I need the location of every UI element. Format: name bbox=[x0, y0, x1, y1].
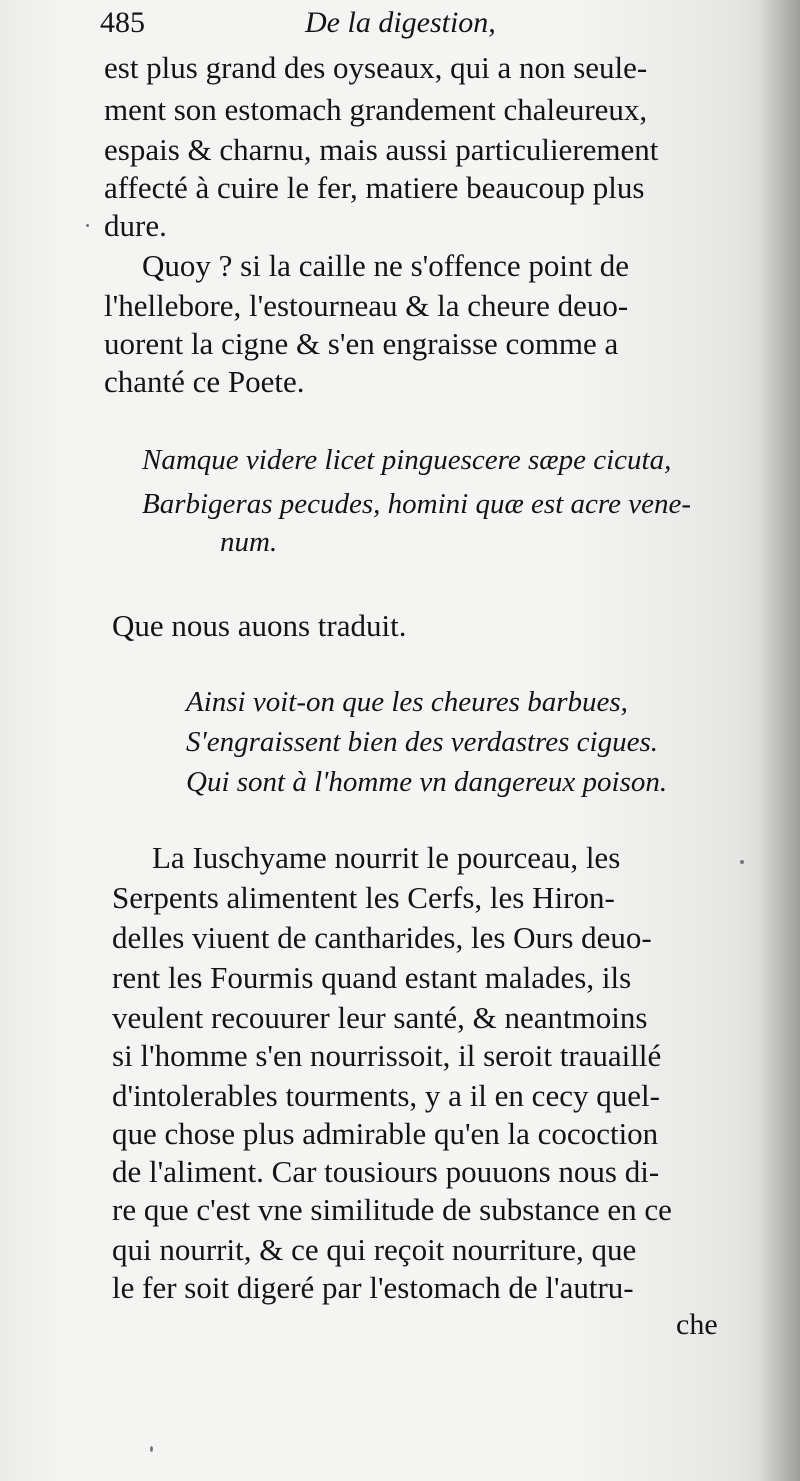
page-number: 485 bbox=[100, 6, 145, 39]
paragraph2-line: chanté ce Poete. bbox=[104, 364, 305, 399]
page-header bbox=[100, 4, 720, 44]
paragraph3-line: d'intolerables tourments, y a il en cecy quel- bbox=[112, 1078, 660, 1113]
latin-verse-line: Namque videre licet pinguescere sæpe cicuta, bbox=[142, 444, 672, 476]
paragraph3-line: de l'aliment. Car tousiours pouuons nous di- bbox=[112, 1154, 660, 1189]
paragraph3-line: que chose plus admirable qu'en la cocoction bbox=[112, 1116, 659, 1151]
paragraph2-line: l'hellebore, l'estourneau & la cheure deuo- bbox=[104, 288, 629, 323]
paragraph1-line: dure. bbox=[104, 208, 167, 243]
paragraph3-line: veulent recouurer leur santé, & neantmoins bbox=[112, 1000, 648, 1035]
running-head: De la digestion, bbox=[305, 6, 496, 39]
paragraph1-line: ment son estomach grandement chaleureux, bbox=[104, 92, 648, 127]
translation-intro: Que nous auons traduit. bbox=[112, 608, 407, 643]
catchword: che bbox=[676, 1308, 718, 1341]
paragraph3-line: si l'homme s'en nourrissoit, il seroit trauaillé bbox=[112, 1038, 662, 1073]
latin-verse-line: Barbigeras pecudes, homini quæ est acre vene- bbox=[142, 488, 691, 520]
paragraph3-line: Serpents alimentent les Cerfs, les Hiron- bbox=[112, 880, 615, 915]
paragraph3-line: re que c'est vne similitude de substance en ce bbox=[112, 1192, 672, 1227]
ink-speck bbox=[86, 224, 89, 227]
french-verse-line: Ainsi voit-on que les cheures barbues, bbox=[186, 686, 628, 718]
french-verse-line: Qui sont à l'homme vn dangereux poison. bbox=[186, 766, 668, 798]
paragraph3-line: qui nourrit, & ce qui reçoit nourriture, que bbox=[112, 1232, 637, 1267]
paragraph3-line: La Iuschyame nourrit le pourceau, les bbox=[152, 840, 621, 875]
paragraph2-line: uorent la cigne & s'en engraisse comme a bbox=[104, 326, 619, 361]
ink-speck bbox=[150, 1446, 153, 1452]
paragraph1-line: espais & charnu, mais aussi particulierement bbox=[104, 132, 659, 167]
paragraph1-line: est plus grand des oyseaux, qui a non seule- bbox=[104, 50, 648, 85]
french-verse-line: S'engraissent bien des verdastres cigues. bbox=[186, 726, 659, 758]
paragraph3-line: delles viuent de cantharides, les Ours deuo- bbox=[112, 920, 652, 955]
paragraph3-line: rent les Fourmis quand estant malades, ils bbox=[112, 960, 632, 995]
page-edge-shadow bbox=[760, 0, 800, 1481]
latin-verse-line: num. bbox=[220, 526, 278, 558]
paragraph2-line: Quoy ? si la caille ne s'offence point de bbox=[142, 248, 630, 283]
paragraph3-line: le fer soit digeré par l'estomach de l'autru- bbox=[112, 1270, 634, 1305]
paragraph1-line: affecté à cuire le fer, matiere beaucoup plus bbox=[104, 170, 645, 205]
ink-speck bbox=[740, 860, 744, 864]
